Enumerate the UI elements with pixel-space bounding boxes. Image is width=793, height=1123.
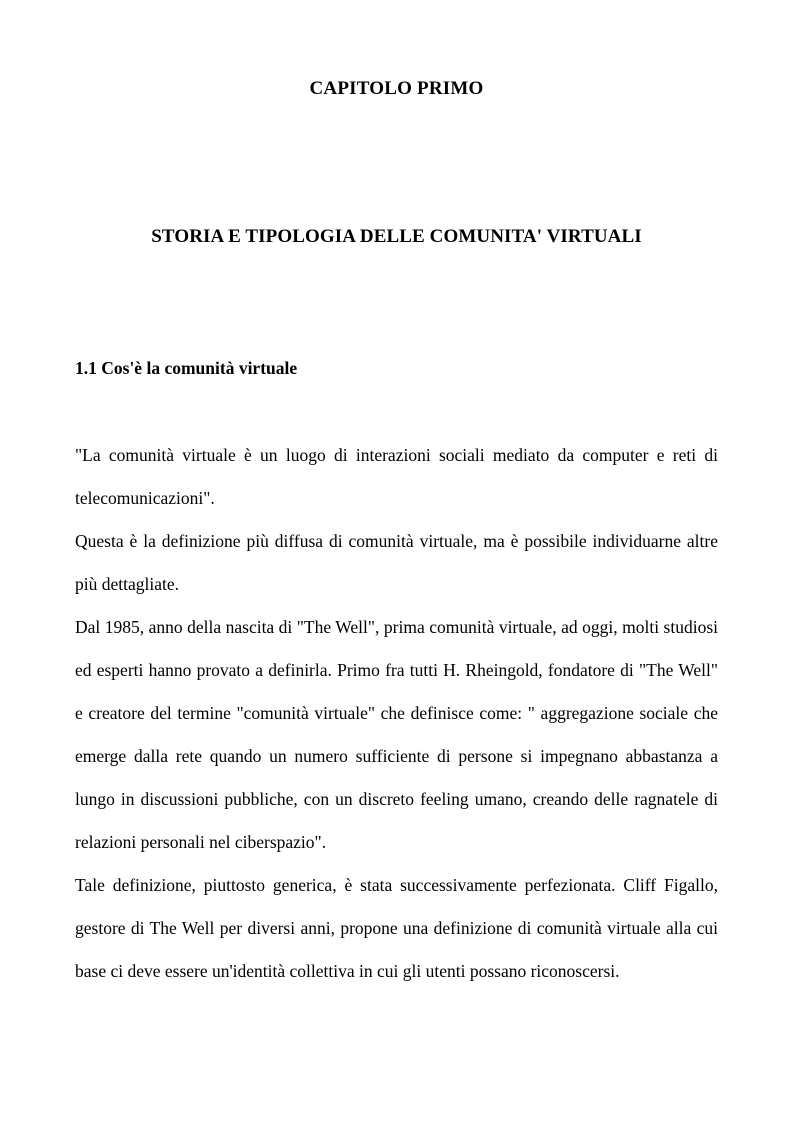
paragraph: "La comunità virtuale è un luogo di interazioni sociali mediato da computer e reti di telecomunicazioni".	[75, 445, 718, 508]
paragraph: Dal 1985, anno della nascita di "The Well", prima comunità virtuale, ad oggi, molti studiosi ed esperti hanno provato a definirla. Primo fra tutti H. Rheingold, fondatore di "The Well" e creatore del termine "comunità virtuale" che definisce come: " aggregazione sociale che emerge dalla rete quando un numero sufficiente di persone si impegnano abbastanza a lungo in discussioni pubbliche, con un discreto feeling umano, creando delle ragnatele di relazioni personali nel ciberspazio".	[75, 617, 718, 852]
chapter-title: STORIA E TIPOLOGIA DELLE COMUNITA' VIRTUALI	[151, 226, 642, 247]
chapter-heading: CAPITOLO PRIMO	[309, 78, 484, 99]
paragraph: Tale definizione, piuttosto generica, è stata successivamente perfezionata. Cliff Figallo, gestore di The Well per diversi anni, propone una definizione di comunità virtuale alla cui base ci deve essere un'identità collettiva in cui gli utenti possano riconoscersi.	[75, 875, 718, 981]
paragraph: Questa è la definizione più diffusa di comunità virtuale, ma è possibile individuarne altre più dettagliate.	[75, 531, 718, 594]
body-text	[75, 434, 718, 993]
section-heading: 1.1 Cos'è la comunità virtuale	[75, 358, 298, 378]
